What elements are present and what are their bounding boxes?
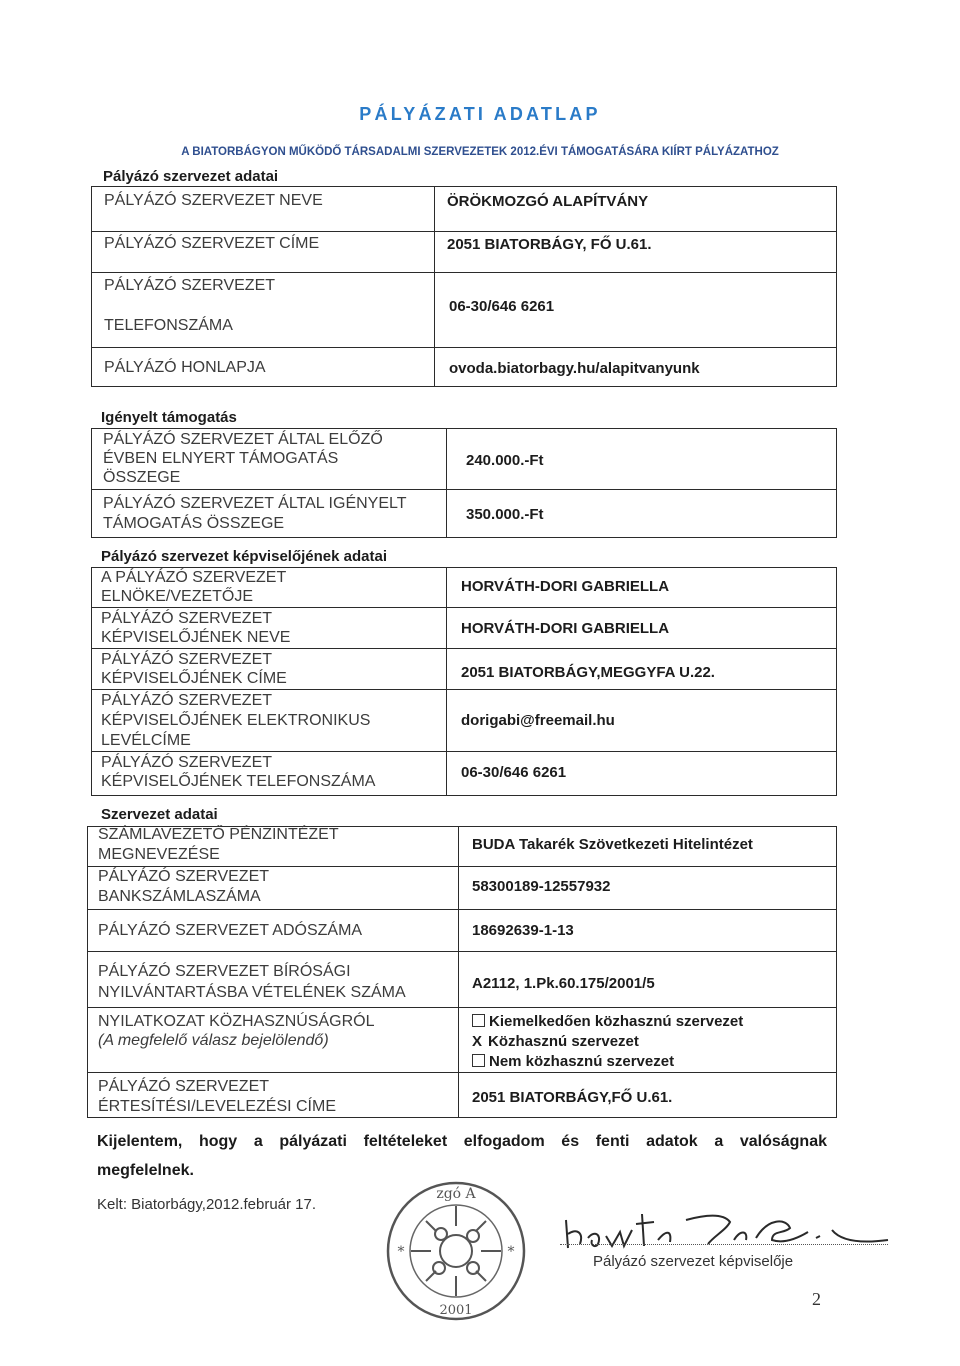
svg-text:*: * [397, 1244, 405, 1260]
document-subtitle: A BIATORBÁGYON MŰKÖDŐ TÁRSADALMI SZERVEZETEK 2012.ÉVI TÁMOGATÁSÁRA KIÍRT PÁLYÁZATHOZ [181, 146, 779, 158]
org-website-value: ovoda.biatorbagy.hu/alapitvanyunk [449, 360, 700, 377]
page-number: 2 [812, 1289, 821, 1309]
court-reg-value: A2112, 1.Pk.60.175/2001/5 [472, 975, 655, 992]
account-value: 58300189-12557932 [472, 878, 611, 895]
rep-address-label-2: KÉPVISELŐJÉNEK CÍME [101, 670, 287, 687]
checkbox-empty-icon [472, 1054, 485, 1067]
org-phone-label-2: TELEFONSZÁMA [104, 317, 233, 334]
org-website-label: PÁLYÁZÓ HONLAPJA [104, 359, 266, 376]
row-divider [91, 689, 837, 690]
org-address-value: 2051 BIATORBÁGY, FŐ U.61. [447, 236, 652, 253]
rep-address-label-1: PÁLYÁZÓ SZERVEZET [101, 651, 273, 668]
signature-line [560, 1244, 888, 1245]
org-address-label: PÁLYÁZÓ SZERVEZET CÍME [104, 235, 320, 252]
declaration-line-2: megfelelnek. [97, 1162, 194, 1179]
public-benefit-label: NYILATKOZAT KÖZHASZNÚSÁGRÓL [98, 1013, 375, 1030]
rep-email-value: dorigabi@freemail.hu [461, 712, 615, 729]
option-not-public-text: Nem közhasznú szervezet [489, 1053, 675, 1070]
account-label-2: BANKSZÁMLASZÁMA [98, 888, 261, 905]
rep-phone-value: 06-30/646 6261 [461, 764, 567, 781]
row-divider [91, 347, 837, 348]
svg-text:*: * [507, 1244, 515, 1260]
rep-name-label-2: KÉPVISELŐJÉNEK NEVE [101, 629, 291, 646]
row-divider [91, 272, 837, 273]
org-name-value: ÖRÖKMOZGÓ ALAPÍTVÁNY [447, 193, 649, 210]
section-heading-org-details: Szervezet adatai [101, 806, 218, 823]
prev-support-value: 240.000.-Ft [466, 452, 544, 469]
row-divider [91, 231, 837, 232]
row-divider [87, 951, 837, 952]
rep-email-label-2: KÉPVISELŐJÉNEK ELEKTRONIKUS [101, 712, 371, 729]
leader-label-2: ELNÖKE/VEZETŐJE [101, 588, 254, 605]
rep-name-value: HORVÁTH-DORI GABRIELLA [461, 620, 670, 637]
requested-support-value: 350.000.-Ft [466, 506, 544, 523]
rep-address-value: 2051 BIATORBÁGY,MEGGYFA U.22. [461, 664, 715, 681]
rep-phone-label-2: KÉPVISELŐJÉNEK TELEFONSZÁMA [101, 773, 376, 790]
date-place: Kelt: Biatorbágy,2012.február 17. [97, 1196, 317, 1213]
row-divider [87, 909, 837, 910]
checkbox-empty-icon [472, 1014, 485, 1027]
section-heading-support: Igényelt támogatás [101, 409, 237, 426]
rep-phone-label-1: PÁLYÁZÓ SZERVEZET [101, 754, 273, 771]
org-phone-value: 06-30/646 6261 [449, 298, 555, 315]
table-divider [446, 567, 447, 796]
org-phone-label-1: PÁLYÁZÓ SZERVEZET [104, 277, 276, 294]
mail-address-label-1: PÁLYÁZÓ SZERVEZET [98, 1078, 270, 1095]
rep-email-label-3: LEVÉLCÍME [101, 732, 191, 749]
section-heading-representative: Pályázó szervezet képviselőjének adatai [101, 548, 387, 565]
leader-value: HORVÁTH-DORI GABRIELLA [461, 578, 670, 595]
table-divider [434, 186, 435, 387]
handwritten-signature [558, 1200, 898, 1260]
rep-email-label-1: PÁLYÁZÓ SZERVEZET [101, 692, 273, 709]
option-public-benefit [472, 1033, 639, 1050]
row-divider [87, 1072, 837, 1073]
row-divider [91, 751, 837, 752]
court-reg-label-1: PÁLYÁZÓ SZERVEZET BÍRÓSÁGI [98, 963, 351, 980]
court-reg-label-2: NYILVÁNTARTÁSBA VÉTELÉNEK SZÁMA [98, 984, 406, 1001]
svg-text:zgó A: zgó A [436, 1186, 476, 1202]
table-divider [458, 826, 459, 1118]
option-not-public [472, 1053, 674, 1070]
row-divider [91, 607, 837, 608]
row-divider [91, 489, 837, 490]
prev-support-label-2: ÉVBEN ELNYERT TÁMOGATÁS [103, 450, 339, 467]
document-title: PÁLYÁZATI ADATLAP [359, 104, 601, 124]
bank-value: BUDA Takarék Szövetkezeti Hitelintézet [472, 836, 753, 853]
section-heading-organization: Pályázó szervezet adatai [103, 168, 279, 185]
prev-support-label-3: ÖSSZEGE [103, 469, 181, 486]
rep-name-label-1: PÁLYÁZÓ SZERVEZET [101, 610, 273, 627]
svg-text:2001: 2001 [439, 1303, 473, 1318]
bank-label-2: MEGNEVEZÉSE [98, 846, 220, 863]
option-outstanding-text: Kiemelkedően közhasznú szervezet [489, 1013, 744, 1030]
option-public-benefit-text: Közhasznú szervezet [488, 1033, 639, 1050]
requested-support-label-2: TÁMOGATÁS ÖSSZEGE [103, 515, 285, 532]
tax-number-label: PÁLYÁZÓ SZERVEZET ADÓSZÁMA [98, 922, 363, 939]
row-divider [91, 648, 837, 649]
mail-address-label-2: ÉRTESÍTÉSI/LEVELEZÉSI CÍME [98, 1098, 336, 1115]
requested-support-label-1: PÁLYÁZÓ SZERVEZET ÁLTAL IGÉNYELT [103, 495, 407, 512]
declaration-line-1: Kijelentem, hogy a pályázati feltételeket elfogadom és fenti adatok a valóságnak [97, 1133, 827, 1150]
leader-label-1: A PÁLYÁZÓ SZERVEZET [101, 569, 287, 586]
option-mark: X [472, 1033, 483, 1050]
mail-address-value: 2051 BIATORBÁGY,FŐ U.61. [472, 1089, 673, 1106]
prev-support-label-1: PÁLYÁZÓ SZERVEZET ÁLTAL ELŐZŐ [103, 431, 383, 448]
stamp-seal [381, 1176, 531, 1326]
table-divider [446, 428, 447, 538]
bank-label-1: SZÁMLAVEZETŐ PÉNZINTÉZET [98, 826, 339, 843]
org-name-label: PÁLYÁZÓ SZERVEZET NEVE [104, 192, 323, 209]
option-outstanding [472, 1013, 743, 1030]
row-divider [87, 1007, 837, 1008]
public-benefit-note: (A megfelelő válasz bejelölendő) [98, 1032, 329, 1049]
account-label-1: PÁLYÁZÓ SZERVEZET [98, 868, 270, 885]
signature-caption: Pályázó szervezet képviselője [593, 1253, 794, 1270]
tax-number-value: 18692639-1-13 [472, 922, 574, 939]
